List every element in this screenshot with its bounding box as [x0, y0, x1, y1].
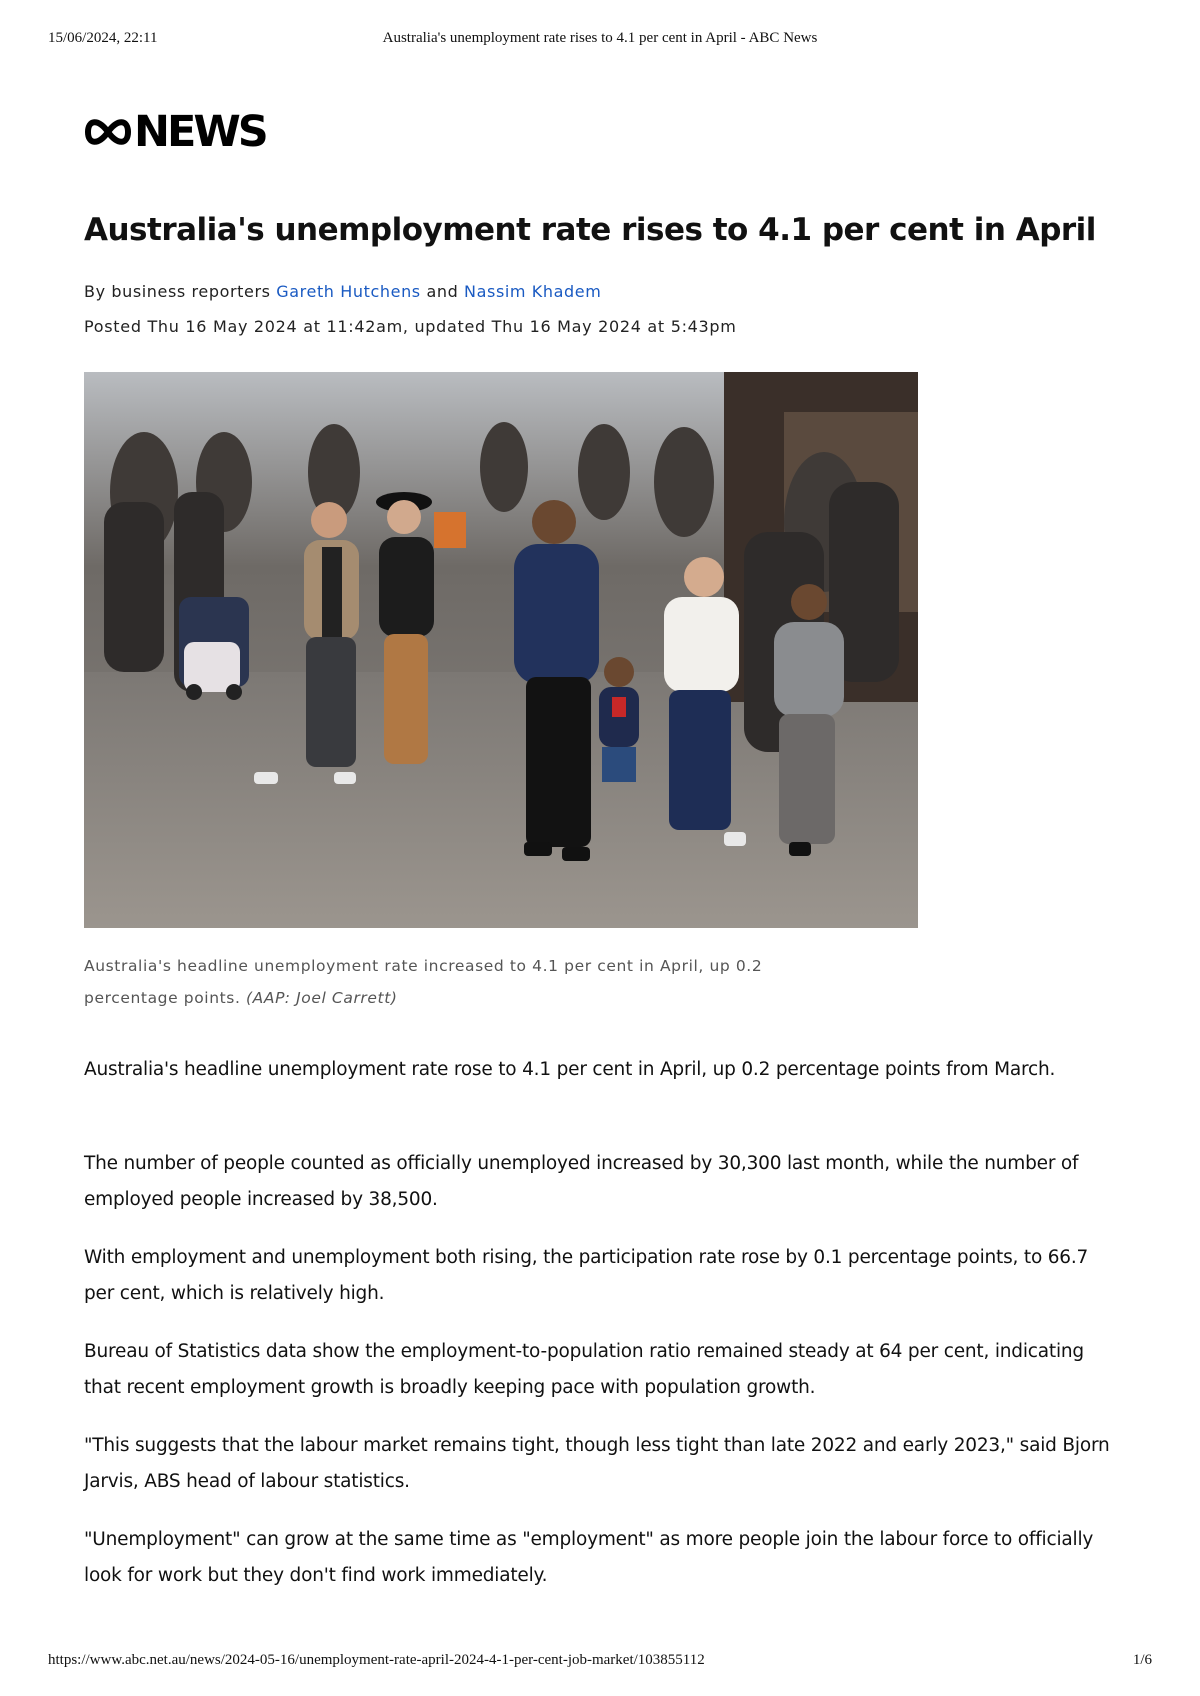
article-headline: Australia's unemployment rate rises to 4.1 per cent in April	[84, 212, 1096, 248]
abc-news-logo[interactable]	[84, 107, 266, 157]
byline-and: and	[426, 282, 459, 301]
article-paragraph: Australia's headline unemployment rate rose to 4.1 per cent in April, up 0.2 percentage points from March.	[84, 1059, 1056, 1080]
caption-text: Australia's headline unemployment rate increased to 4.1 per cent in April, up 0.2 percentage points.	[84, 957, 763, 1007]
article-paragraph: The number of people counted as officially unemployed increased by 30,300 last month, while the number of employed people increased by 38,500.	[84, 1153, 1079, 1210]
street-crowd-photo	[84, 372, 918, 928]
print-page-number: 1/6	[1132, 1652, 1152, 1668]
abc-lissajous-icon	[84, 114, 132, 150]
article-paragraph: "Unemployment" can grow at the same time as "employment" as more people join the labour force to officially look for work but they don't find work immediately.	[84, 1529, 1094, 1586]
article-paragraph: Bureau of Statistics data show the employment-to-population ratio remained steady at 64 per cent, indicating that recent employment growth is broadly keeping pace with population growth.	[84, 1341, 1084, 1398]
author-link-nassim-khadem[interactable]: Nassim Khadem	[464, 282, 602, 301]
print-url: https://www.abc.net.au/news/2024-05-16/unemployment-rate-april-2024-4-1-per-cent-job-market/103855112	[48, 1652, 705, 1668]
byline	[84, 282, 601, 301]
logo-wordmark: NEWS	[134, 107, 266, 157]
hero-photo	[84, 372, 918, 928]
posted-timestamp: Posted Thu 16 May 2024 at 11:42am, updated Thu 16 May 2024 at 5:43pm	[84, 317, 737, 336]
print-footer	[48, 1652, 1152, 1672]
article-paragraph: With employment and unemployment both rising, the participation rate rose by 0.1 percentage points, to 66.7 per cent, which is relatively high.	[84, 1247, 1089, 1304]
caption-credit: (AAP: Joel Carrett)	[246, 989, 398, 1007]
print-page-title: Australia's unemployment rate rises to 4.1 per cent in April - ABC News	[382, 30, 818, 46]
print-header	[48, 30, 1152, 50]
author-link-gareth-hutchens[interactable]: Gareth Hutchens	[276, 282, 421, 301]
print-datetime: 15/06/2024, 22:11	[48, 30, 158, 46]
photo-caption	[84, 950, 844, 1014]
byline-prefix: By business reporters	[84, 282, 271, 301]
article-paragraph: "This suggests that the labour market remains tight, though less tight than late 2022 and early 2023," said Bjorn Jarvis, ABS head of labour statistics.	[84, 1435, 1110, 1492]
